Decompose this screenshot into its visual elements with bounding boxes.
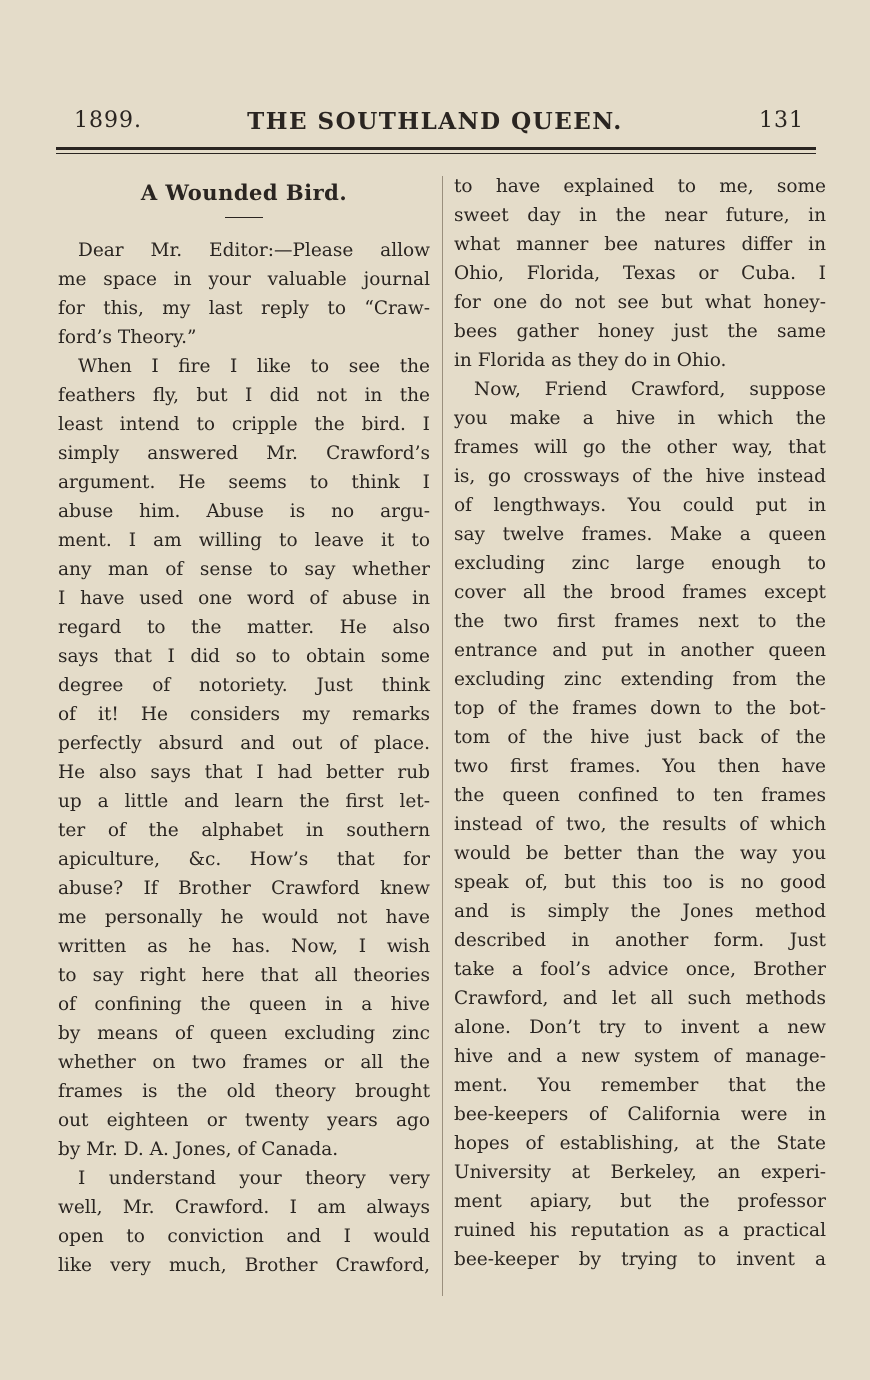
header-rule-thick bbox=[56, 147, 816, 150]
text-line: regard to the matter. He also bbox=[58, 617, 430, 638]
text-line: hive and a new system of manage- bbox=[454, 1046, 826, 1067]
text-line: for this, my last reply to “Craw- bbox=[58, 298, 430, 319]
text-line: by means of queen excluding zinc bbox=[58, 1023, 430, 1044]
text-line: least intend to cripple the bird. I bbox=[58, 414, 430, 435]
text-line: University at Berkeley, an experi- bbox=[454, 1162, 826, 1183]
text-line: like very much, Brother Crawford, bbox=[58, 1255, 430, 1276]
text-line: and is simply the Jones method bbox=[454, 901, 826, 922]
text-line: whether on two frames or all the bbox=[58, 1052, 430, 1073]
left-column-text bbox=[58, 236, 430, 1280]
text-line: the two first frames next to the bbox=[454, 611, 826, 632]
text-line: is, go crossways of the hive instead bbox=[454, 466, 826, 487]
text-line: ment apiary, but the professor bbox=[454, 1191, 826, 1212]
text-line: out eighteen or twenty years ago bbox=[58, 1110, 430, 1131]
text-line: of lengthways. You could put in bbox=[454, 495, 826, 516]
text-line: to have explained to me, some bbox=[454, 176, 826, 197]
text-line: abuse him. Abuse is no argu- bbox=[58, 501, 430, 522]
text-line: sweet day in the near future, in bbox=[454, 205, 826, 226]
journal-title: THE SOUTHLAND QUEEN. bbox=[247, 108, 623, 135]
text-line: excluding zinc large enough to bbox=[454, 553, 826, 574]
text-line: what manner bee natures differ in bbox=[454, 234, 826, 255]
text-line: ment. I am willing to leave it to bbox=[58, 530, 430, 551]
text-line: apiculture, &c. How’s that for bbox=[58, 849, 430, 870]
text-line: excluding zinc extending from the bbox=[454, 669, 826, 690]
text-line: entrance and put in another queen bbox=[454, 640, 826, 661]
page-number: 131 bbox=[759, 108, 804, 133]
text-line: two first frames. You then have bbox=[454, 756, 826, 777]
text-line: Ohio, Florida, Texas or Cuba. I bbox=[454, 263, 826, 284]
text-line: me space in your valuable journal bbox=[58, 269, 430, 290]
text-line: argument. He seems to think I bbox=[58, 472, 430, 493]
text-line: open to conviction and I would bbox=[58, 1226, 430, 1247]
text-line: cover all the brood frames except bbox=[454, 582, 826, 603]
title-rule bbox=[225, 217, 263, 218]
text-line: Now, Friend Crawford, suppose bbox=[474, 379, 826, 400]
text-line: I have used one word of abuse in bbox=[58, 588, 430, 609]
text-line: abuse? If Brother Crawford knew bbox=[58, 878, 430, 899]
text-line: Dear Mr. Editor:—Please allow bbox=[78, 240, 430, 261]
text-line: up a little and learn the first let- bbox=[58, 791, 430, 812]
text-line: take a fool’s advice once, Brother bbox=[454, 959, 826, 980]
right-column bbox=[454, 172, 826, 1274]
text-line: He also says that I had better rub bbox=[58, 762, 430, 783]
text-line: says that I did so to obtain some bbox=[58, 646, 430, 667]
text-line: top of the frames down to the bot- bbox=[454, 698, 826, 719]
text-line: ment. You remember that the bbox=[454, 1075, 826, 1096]
text-line: of it! He considers my remarks bbox=[58, 704, 430, 725]
text-line: When I fire I like to see the bbox=[78, 356, 430, 377]
text-line: hopes of establishing, at the State bbox=[454, 1133, 826, 1154]
header-year: 1899. bbox=[74, 108, 142, 133]
text-line: simply answered Mr. Crawford’s bbox=[58, 443, 430, 464]
text-line: would be better than the way you bbox=[454, 843, 826, 864]
text-line: by Mr. D. A. Jones, of Canada. bbox=[58, 1139, 339, 1160]
text-line: the queen confined to ten frames bbox=[454, 785, 826, 806]
left-column bbox=[58, 172, 430, 1280]
text-line: alone. Don’t try to invent a new bbox=[454, 1017, 826, 1038]
text-line: any man of sense to say whether bbox=[58, 559, 430, 580]
article-title: A Wounded Bird. bbox=[140, 180, 348, 205]
header-rule-thin bbox=[56, 153, 816, 154]
text-line: well, Mr. Crawford. I am always bbox=[58, 1197, 430, 1218]
text-line: bee-keepers of California were in bbox=[454, 1104, 826, 1125]
text-line: Crawford, and let all such methods bbox=[454, 988, 826, 1009]
text-line: frames will go the other way, that bbox=[454, 437, 826, 458]
text-line: ruined his reputation as a practical bbox=[454, 1220, 826, 1241]
text-line: perfectly absurd and out of place. bbox=[58, 733, 430, 754]
text-line: for one do not see but what honey- bbox=[454, 292, 826, 313]
text-line: I understand your theory very bbox=[78, 1168, 430, 1189]
text-line: me personally he would not have bbox=[58, 907, 430, 928]
text-line: tom of the hive just back of the bbox=[454, 727, 826, 748]
text-line: described in another form. Just bbox=[454, 930, 826, 951]
page-header bbox=[56, 108, 814, 142]
text-line: feathers fly, but I did not in the bbox=[58, 385, 430, 406]
text-line: written as he has. Now, I wish bbox=[58, 936, 430, 957]
text-line: frames is the old theory brought bbox=[58, 1081, 430, 1102]
text-line: speak of, but this too is no good bbox=[454, 872, 826, 893]
text-line: you make a hive in which the bbox=[454, 408, 826, 429]
column-divider bbox=[442, 176, 443, 1296]
text-line: of confining the queen in a hive bbox=[58, 994, 430, 1015]
text-line: say twelve frames. Make a queen bbox=[454, 524, 826, 545]
text-line: bees gather honey just the same bbox=[454, 321, 826, 342]
text-line: degree of notoriety. Just think bbox=[58, 675, 430, 696]
right-column-text bbox=[454, 172, 826, 1274]
text-line: ford’s Theory.” bbox=[58, 327, 197, 348]
text-line: ter of the alphabet in southern bbox=[58, 820, 430, 841]
text-line: in Florida as they do in Ohio. bbox=[454, 350, 727, 371]
text-line: to say right here that all theories bbox=[58, 965, 430, 986]
text-line: bee-keeper by trying to invent a bbox=[454, 1249, 826, 1270]
text-line: instead of two, the results of which bbox=[454, 814, 826, 835]
